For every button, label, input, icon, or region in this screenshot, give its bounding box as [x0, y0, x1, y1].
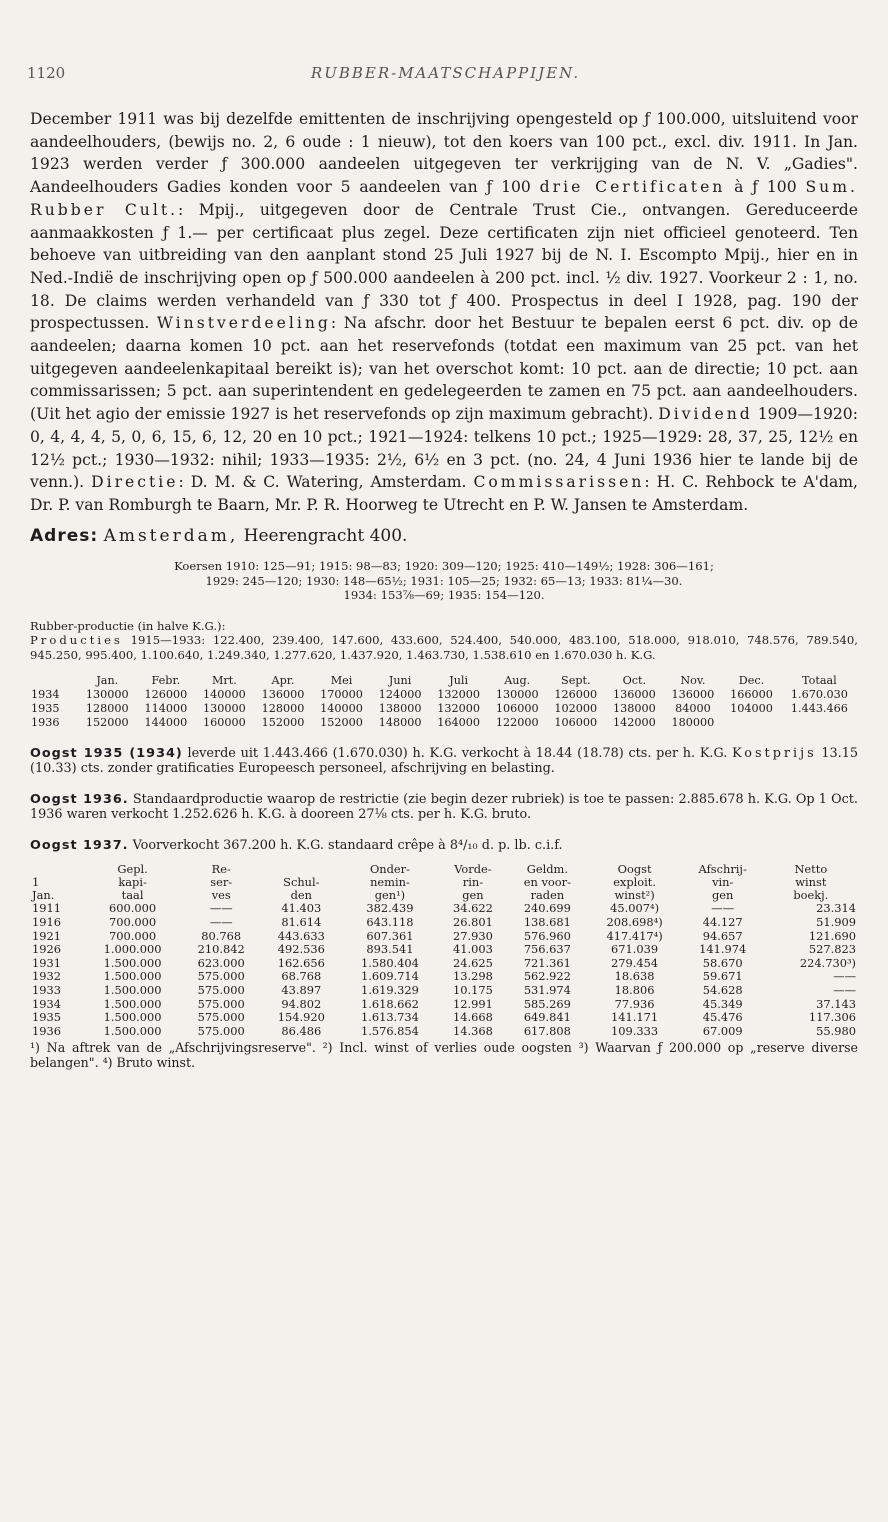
fin-cell: 59.671	[702, 969, 743, 984]
fin-cell: 417.417⁴)	[606, 928, 663, 943]
monthly-cell: 124000	[378, 688, 422, 702]
fin-row	[30, 930, 858, 944]
monthly-cell: 132000	[437, 702, 481, 716]
rubber-text	[30, 633, 858, 662]
monthly-cell	[722, 716, 781, 730]
fin-header-line: ser-	[210, 875, 233, 890]
fin-header-line: rin-	[462, 875, 484, 890]
fin-cell: 643.118	[366, 914, 414, 929]
fin-cell: 649.841	[523, 1010, 571, 1025]
text-p7: : H. C. Rehbock te A'dam, Dr. P. van Romburgh te Baarn, Mr. P. R. Hoorweg te Utrecht en P. W. Jansen te Amsterdam.	[30, 473, 858, 514]
monthly-cell: 114000	[144, 702, 188, 716]
fin-header-line: nemin-	[370, 875, 410, 890]
monthly-cell: 138000	[612, 702, 656, 716]
text-p5: 1909—1920: 0, 4, 4, 4, 5, 0, 6, 15, 6, 12, 20 en 10 pct.; 1921—1924: telkens 10 pct.; 1925—1929: 28, 37, 25, 12½ en 12½ pct.; 1930—1932: nihil; 1933—1935: 2½, 6½ en 3 pct. (no. 24, 4 Juni 1936 hier te lande bij de venn.).	[30, 405, 858, 492]
fin-cell: 1.500.000	[103, 969, 162, 984]
fin-cell: 1.613.734	[360, 1010, 419, 1025]
fin-cell: 27.930	[452, 928, 493, 943]
fin-cell: 575.000	[197, 1010, 245, 1025]
fin-row	[30, 902, 858, 916]
fin-header-line: den	[290, 888, 312, 903]
fin-header-line: ves	[211, 888, 231, 903]
text-directie: Directie	[91, 473, 179, 492]
fin-row	[30, 916, 858, 930]
fin-cell: 1.580.404	[360, 955, 419, 970]
monthly-cell	[781, 716, 858, 730]
fin-cell: 10.175	[452, 982, 493, 997]
fin-header-line: Re-	[211, 862, 231, 877]
monthly-header-cell: Oct.	[622, 674, 647, 688]
fin-header-line: winst²)	[614, 888, 655, 903]
monthly-cell: 1935	[31, 702, 60, 716]
fin-header-cell	[682, 863, 764, 902]
monthly-header-cell: Aug.	[504, 674, 531, 688]
oogst-1936-label: Oogst 1936.	[30, 792, 129, 808]
fin-cell: 41.403	[281, 901, 322, 916]
fin-cell: 94.657	[702, 928, 743, 943]
fin-cell: 210.842	[197, 942, 245, 957]
fin-cell: 531.974	[523, 982, 571, 997]
monthly-cell: 1934	[31, 688, 60, 702]
oogst-1935-label: Oogst 1935 (1934)	[30, 746, 183, 762]
fin-header-line: kapi-	[118, 875, 147, 890]
text-winstverdeeling: Winstverdeeling	[156, 314, 331, 333]
fin-cell: 224.730³)	[799, 955, 856, 970]
financial-table	[30, 863, 858, 1038]
fin-cell: 279.454	[611, 955, 659, 970]
monthly-cell: 106000	[495, 702, 539, 716]
monthly-header-cell: Jan.	[96, 674, 119, 688]
oogst-1935-text2: 13.15 (10.33) cts. zonder gratificaties Europeesch personeel, afschrijving en belasting.	[30, 746, 859, 777]
monthly-cell: 148000	[378, 716, 422, 730]
fin-header-cell	[587, 863, 681, 902]
oogst-1937	[30, 838, 858, 853]
fin-cell: 1934	[32, 996, 61, 1011]
fin-cell: 1.000.000	[103, 942, 162, 957]
monthly-cell: 1936	[31, 716, 60, 730]
fin-row	[30, 984, 858, 998]
fin-header-line: Schul-	[283, 875, 320, 890]
fin-row	[30, 943, 858, 957]
monthly-cell: 128000	[261, 702, 305, 716]
fin-cell: 208.698⁴)	[606, 914, 663, 929]
monthly-cell: 1.443.466	[790, 702, 848, 716]
fin-cell: 37.143	[816, 996, 856, 1011]
monthly-cell: 170000	[320, 688, 363, 702]
fin-cell: ——	[833, 969, 856, 984]
monthly-cell: 126000	[144, 688, 188, 702]
fin-cell: 492.536	[277, 942, 325, 957]
fin-cell: 41.003	[452, 942, 493, 957]
text-p3: : Mpij., uitgegeven door de Centrale Trust Cie., ontvangen. Gereduceerde aanmaakkosten ƒ 1.— per certificaat plus zegel. Deze certificaten zijn niet officieel genoteerd. Ten behoeve van uitbreiding van den aanplant stond 25 Juli 1927 bij de N. I. Escompto Mpij., hier en in Ned.-Indië de inschrijving open op ƒ 500.000 aandeelen à 200 pct. incl. ½ div. 1927. Voorkeur 2 : 1, no. 18. De claims werden verhandeld van ƒ 330 tot ƒ 400. Prospectus in deel I 1928, pag. 190 der prospectussen.	[30, 200, 858, 333]
fin-cell: 26.801	[452, 914, 493, 929]
monthly-header-cell: Juni	[388, 674, 412, 688]
text-dividend: Dividend	[658, 405, 753, 424]
fin-cell: 575.000	[197, 996, 245, 1011]
fin-header-line: boekj.	[793, 888, 829, 903]
fin-cell: 121.690	[808, 928, 856, 943]
fin-cell: 77.936	[614, 996, 655, 1011]
fin-row	[30, 957, 858, 971]
monthly-cell: 126000	[554, 688, 598, 702]
monthly-cell: 106000	[554, 716, 598, 730]
oogst-1935	[30, 746, 858, 776]
fin-header-cell	[261, 863, 341, 902]
fin-header-line: raden	[530, 888, 565, 903]
fin-cell: 58.670	[702, 955, 743, 970]
oogst-1937-text: Voorverkocht 367.200 h. K.G. standaard crêpe à 8⁴/₁₀ d. p. lb. c.i.f.	[128, 838, 563, 854]
oogst-1937-label: Oogst 1937.	[30, 838, 129, 854]
fin-cell: 94.802	[281, 996, 322, 1011]
fin-cell: 51.909	[816, 914, 856, 929]
monthly-cell: 136000	[261, 688, 305, 702]
monthly-cell: 164000	[437, 716, 481, 730]
fin-header-line: gen	[712, 888, 734, 903]
monthly-header-cell: Juli	[449, 674, 469, 688]
fin-header-line: Gepl.	[117, 862, 148, 877]
monthly-cell: 84000	[675, 702, 711, 716]
fin-header-line: Netto	[794, 862, 828, 877]
fin-cell: 117.306	[808, 1010, 856, 1025]
monthly-cell: 160000	[203, 716, 246, 730]
fin-cell: 1.619.329	[360, 982, 419, 997]
monthly-cell: 180000	[671, 716, 715, 730]
fin-cell: 443.633	[277, 928, 325, 943]
address-street: Heerengracht 400.	[243, 525, 408, 546]
text-p6: : D. M. & C. Watering, Amsterdam.	[178, 473, 467, 492]
fin-header-cell	[439, 863, 508, 902]
fin-header-cell	[30, 863, 84, 902]
koersen-line-2: 1929: 245—120; 1930: 148—65½; 1931: 105—25; 1932: 65—13; 1933: 81¼—30.	[205, 573, 683, 588]
monthly-cell: 140000	[320, 702, 363, 716]
fin-row	[30, 1025, 858, 1039]
fin-header-cell	[341, 863, 438, 902]
monthly-production-table	[30, 674, 858, 730]
monthly-cell: 122000	[495, 716, 539, 730]
monthly-cell: 142000	[612, 716, 656, 730]
kostprijs-label: Kostprijs	[732, 746, 817, 762]
fin-cell: 600.000	[109, 901, 157, 916]
monthly-cell: 130000	[85, 688, 129, 702]
fin-header-line: vin-	[712, 875, 734, 890]
monthly-cell: 152000	[261, 716, 305, 730]
monthly-header-cell: Mei	[330, 674, 353, 688]
monthly-cell: 128000	[85, 702, 129, 716]
fin-cell: 1935	[32, 1010, 61, 1025]
monthly-cell: 130000	[495, 688, 539, 702]
fin-cell: 13.298	[452, 969, 493, 984]
fin-cell: 162.656	[277, 955, 325, 970]
monthly-header-cell: Totaal	[802, 674, 837, 688]
fin-header-line: en voor-	[523, 875, 571, 890]
fin-cell: 607.361	[366, 928, 414, 943]
fin-cell: 1936	[32, 1023, 61, 1038]
fin-header-line: Onder-	[369, 862, 410, 877]
fin-cell: 1926	[32, 942, 61, 957]
koersen-block	[30, 559, 858, 603]
monthly-cell: 132000	[437, 688, 481, 702]
fin-cell: 1.500.000	[103, 1023, 162, 1038]
fin-cell: 67.009	[702, 1023, 743, 1038]
fin-cell: 240.699	[523, 901, 571, 916]
fin-cell: 700.000	[109, 914, 157, 929]
address-city: Amsterdam,	[103, 525, 239, 546]
fin-cell: 1.500.000	[103, 996, 162, 1011]
monthly-header-cell	[30, 674, 78, 688]
fin-header-line: Geldm.	[526, 862, 568, 877]
fin-header-cell	[764, 863, 858, 902]
producties-values: 1915—1933: 122.400, 239.400, 147.600, 433.600, 524.400, 540.000, 483.100, 518.000, 918.010, 748.576, 789.540, 945.250, 995.400, 1.100.640, 1.249.340, 1.277.620, 1.437.920, 1.463.730, 1.538.610 en 1.670.030 h. K.G.	[30, 633, 858, 662]
fin-header-line: taal	[121, 888, 144, 903]
monthly-cell: 140000	[203, 688, 246, 702]
monthly-cell: 152000	[85, 716, 129, 730]
fin-header-line: Vorde-	[454, 862, 492, 877]
fin-cell: 382.439	[366, 901, 414, 916]
fin-row	[30, 1011, 858, 1025]
address-label: Adres:	[30, 525, 99, 546]
fin-header-line: Oogst	[617, 862, 652, 877]
fin-cell: 893.541	[366, 942, 414, 957]
fin-cell: 45.476	[702, 1010, 743, 1025]
fin-cell: 154.920	[277, 1010, 325, 1025]
oogst-1935-text: leverde uit 1.443.466 (1.670.030) h. K.G. verkocht à 18.44 (18.78) cts. per h. K.G.	[182, 746, 728, 762]
fin-cell: 45.007⁴)	[610, 901, 660, 916]
fin-cell: 527.823	[808, 942, 856, 957]
oogst-1936-text: Standaardproductie waarop de restrictie (zie begin dezer rubriek) is toe te passen: 2.885.678 h. K.G. Op 1 Oct. 1936 waren verkocht 1.252.626 h. K.G. à dooreen 27⅛ cts. per h. K.G. bruto.	[30, 792, 858, 823]
fin-cell: 575.000	[197, 982, 245, 997]
monthly-cell: 136000	[671, 688, 715, 702]
monthly-cell: 130000	[203, 702, 246, 716]
fin-cell: 68.768	[281, 969, 322, 984]
fin-cell: 45.349	[702, 996, 743, 1011]
main-paragraph	[30, 108, 858, 517]
text-drie-certificaten: drie Certificaten	[539, 178, 726, 197]
koersen-line-1: Koersen 1910: 125—91; 1915: 98—83; 1920: 309—120; 1925: 410—149½; 1928: 306—161;	[174, 559, 714, 574]
text-p1: December 1911 was bij dezelfde emittenten de inschrijving opengesteld op ƒ 100.000, uitsluitend voor aandeelhouders, (bewijs no. 2, 6 oude : 1 nieuw), tot den koers van 100 pct., excl. div. 1911. In Jan. 1923 werden verder ƒ 300.000 aandeelen uitgegeven ter verkrijging van de N. V. „Gadies". Aandeelhouders Gadies konden voor 5 aandeelen van ƒ 100	[30, 110, 858, 197]
fin-cell: 1916	[32, 914, 61, 929]
fin-cell: 24.625	[452, 955, 493, 970]
monthly-header-cell: Febr.	[151, 674, 181, 688]
fin-cell: ——	[209, 914, 233, 929]
monthly-row	[30, 702, 858, 716]
fin-cell: 14.368	[452, 1023, 493, 1038]
monthly-cell: 104000	[730, 702, 773, 716]
fin-cell: 671.039	[611, 942, 659, 957]
text-p2: à ƒ 100	[734, 178, 797, 197]
fin-cell: 109.333	[611, 1023, 659, 1038]
fin-cell: 585.269	[523, 996, 571, 1011]
fin-cell: 80.768	[201, 928, 242, 943]
fin-cell: 34.622	[452, 901, 493, 916]
monthly-cell: 102000	[554, 702, 598, 716]
page-number: 1120	[27, 64, 66, 82]
fin-cell: 43.897	[281, 982, 322, 997]
footnotes: ¹) Na aftrek van de „Afschrijvingsreserve". ²) Incl. winst of verlies oude oogsten ³) Waarvan ƒ 200.000 op „reserve diverse belangen". ⁴) Bruto winst.	[30, 1040, 858, 1071]
fin-header-line: gen¹)	[374, 888, 406, 903]
producties-label: Producties	[30, 633, 123, 648]
fin-cell: ——	[209, 901, 233, 916]
address-line	[30, 525, 858, 548]
fin-cell: 1933	[32, 982, 61, 997]
rubber-title: Rubber-productie (in halve K.G.):	[30, 618, 226, 633]
monthly-row	[30, 688, 858, 702]
fin-header-line: Jan.	[32, 888, 55, 903]
fin-header-line: winst	[795, 875, 827, 890]
monthly-cell: 1.670.030	[790, 688, 848, 702]
fin-cell: 1931	[32, 955, 61, 970]
oogst-1936	[30, 792, 858, 822]
monthly-header-cell: Apr.	[271, 674, 295, 688]
fin-cell: 1.618.662	[360, 996, 419, 1011]
text-commissarissen: Commissarissen	[473, 473, 645, 492]
fin-cell: 141.171	[611, 1010, 659, 1025]
fin-cell: 1.500.000	[103, 955, 162, 970]
running-header	[27, 64, 864, 86]
fin-header-cell	[507, 863, 587, 902]
text-sum-rubber: Sum. Rubber Cult.	[30, 178, 858, 219]
text-p4: : Na afschr. door het Bestuur te bepalen eerst 6 pct. div. op de aandeelen; daarna komen 10 pct. aan het reservefonds (totdat een maximum van 25 pct. van het uitgegeven aandeelenkapitaal bereikt is); van het overschot komt: 10 pct. aan de directie; 10 pct. aan commissarissen; 5 pct. aan superintendent en gedelegeerden te zamen en 75 pct. aan aandeelhouders. (Uit het agio der emissie 1927 is het reservefonds op zijn maximum gebracht).	[30, 314, 858, 424]
fin-cell: 575.000	[197, 1023, 245, 1038]
fin-header-cell	[84, 863, 181, 902]
monthly-cell: 166000	[730, 688, 773, 702]
fin-cell: ——	[833, 982, 856, 997]
monthly-cell: 136000	[612, 688, 656, 702]
monthly-header-cell: Sept.	[561, 674, 591, 688]
monthly-cell: 138000	[378, 702, 422, 716]
monthly-header-row	[30, 674, 858, 688]
fin-header-line: 1	[32, 875, 40, 890]
fin-cell: 576.960	[523, 928, 571, 943]
fin-cell: 1921	[32, 928, 61, 943]
fin-header-line: Afschrij-	[698, 862, 747, 877]
fin-cell: 1.500.000	[103, 982, 162, 997]
fin-cell: 562.922	[523, 969, 571, 984]
fin-cell: 575.000	[197, 969, 245, 984]
fin-cell: 1.609.714	[360, 969, 419, 984]
fin-cell: 756.637	[523, 942, 571, 957]
monthly-header-cell: Nov.	[680, 674, 706, 688]
fin-row	[30, 970, 858, 984]
fin-cell: 23.314	[816, 901, 856, 916]
fin-header-line: gen	[462, 888, 484, 903]
monthly-cell: 144000	[144, 716, 188, 730]
fin-cell: 86.486	[281, 1023, 322, 1038]
fin-cell: 81.614	[281, 914, 322, 929]
fin-cell: 623.000	[197, 955, 245, 970]
monthly-cell: 152000	[320, 716, 363, 730]
fin-cell: 138.681	[523, 914, 571, 929]
monthly-header-cell: Dec.	[738, 674, 765, 688]
fin-cell: 18.806	[614, 982, 655, 997]
koersen-line-3: 1934: 153⅞—69; 1935: 154—120.	[343, 588, 545, 603]
fin-cell: ——	[711, 901, 735, 916]
fin-header-cell	[181, 863, 261, 902]
fin-cell: 700.000	[109, 928, 157, 943]
fin-cell: 54.628	[702, 982, 743, 997]
fin-cell: 18.638	[614, 969, 655, 984]
fin-cell: 44.127	[702, 914, 743, 929]
fin-cell: 14.668	[452, 1010, 493, 1025]
rubber-productie	[30, 619, 858, 663]
fin-cell: 1911	[32, 901, 61, 916]
fin-cell: 141.974	[699, 942, 747, 957]
fin-cell: 55.980	[816, 1023, 856, 1038]
fin-cell: 1.500.000	[103, 1010, 162, 1025]
fin-cell: 12.991	[452, 996, 493, 1011]
fin-cell: 721.361	[523, 955, 571, 970]
fin-cell: 1932	[32, 969, 61, 984]
fin-row	[30, 998, 858, 1012]
fin-cell: 617.808	[523, 1023, 571, 1038]
fin-cell: 1.576.854	[360, 1023, 419, 1038]
monthly-row	[30, 716, 858, 730]
fin-header-line: exploit.	[613, 875, 656, 890]
article-body	[30, 108, 858, 1070]
running-title: RUBBER-MAATSCHAPPIJEN.	[310, 64, 581, 82]
monthly-header-cell: Mrt.	[211, 674, 237, 688]
